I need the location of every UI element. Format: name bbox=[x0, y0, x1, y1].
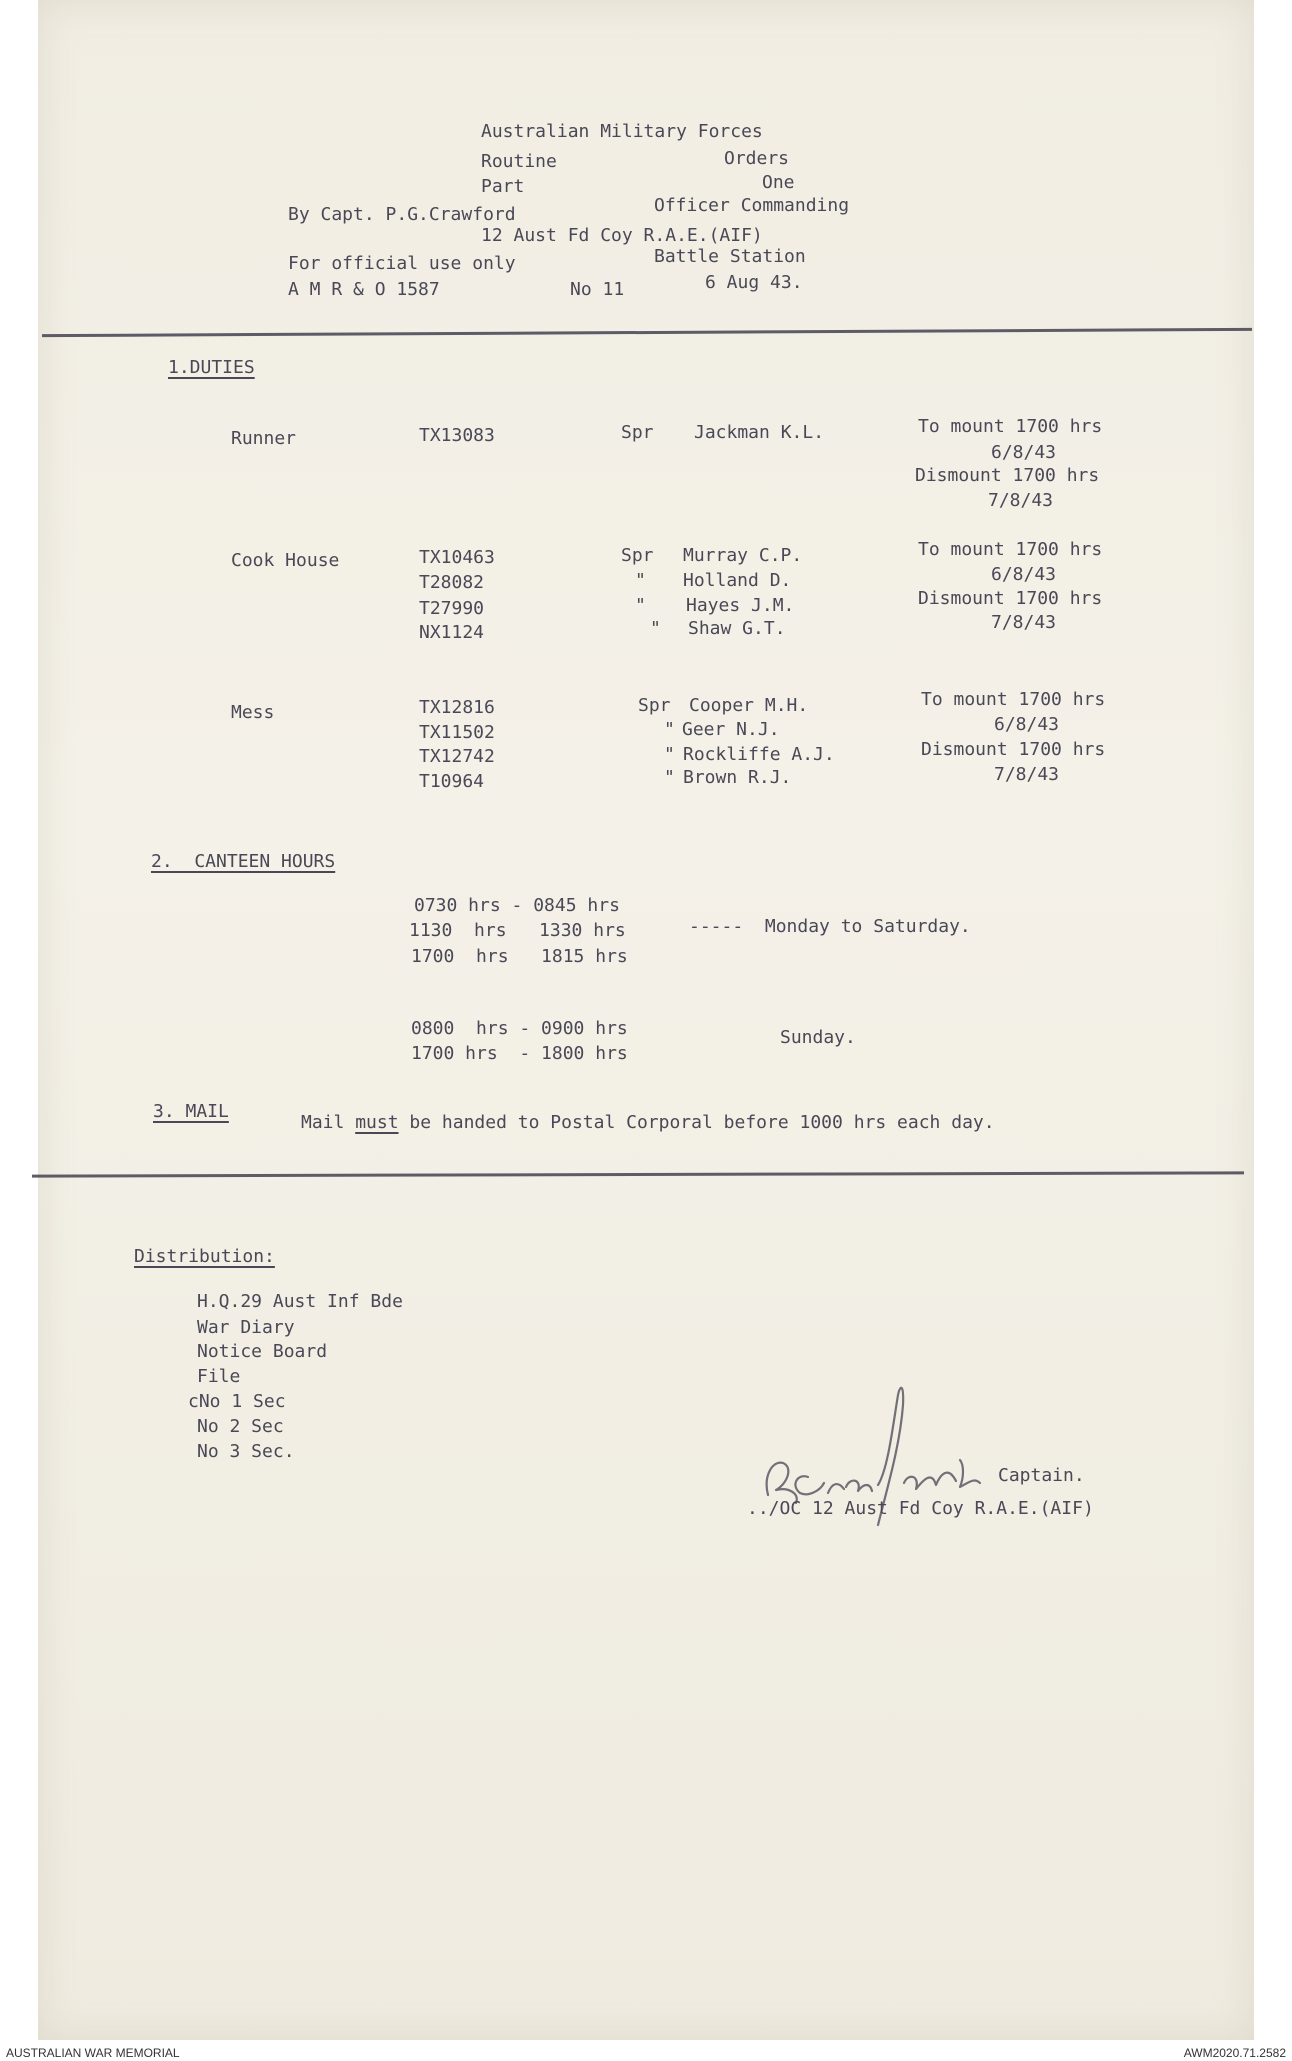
top-divider bbox=[42, 328, 1252, 337]
duty-role-cookhouse: Cook House bbox=[231, 550, 340, 571]
distribution-item: cNo 1 Sec bbox=[188, 1391, 286, 1412]
header-date: 6 Aug 43. bbox=[705, 272, 803, 293]
duty-number: T28082 bbox=[419, 572, 485, 593]
canteen-heading: 2. CANTEEN HOURS bbox=[151, 851, 336, 872]
mail-instruction bbox=[301, 1114, 995, 1132]
duty-name: Geer N.J. bbox=[682, 719, 780, 740]
duty-number: NX1124 bbox=[419, 622, 485, 643]
duty-time-dismount: Dismount 1700 hrs bbox=[921, 739, 1106, 760]
distribution-item: No 2 Sec bbox=[197, 1416, 284, 1437]
distribution-item: No 3 Sec. bbox=[197, 1441, 295, 1462]
duty-name: Rockliffe A.J. bbox=[683, 744, 835, 765]
duty-number: TX13083 bbox=[419, 425, 495, 446]
duty-time-mount-date: 6/8/43 bbox=[991, 564, 1057, 585]
distribution-heading: Distribution: bbox=[134, 1246, 275, 1267]
duty-role-mess: Mess bbox=[231, 702, 275, 723]
distribution-item: War Diary bbox=[197, 1317, 295, 1338]
duty-number: TX12742 bbox=[419, 746, 495, 767]
canteen-weekday-line: 1700 hrs 1815 hrs bbox=[411, 946, 628, 967]
header-part: Part bbox=[481, 176, 525, 197]
duty-name: Shaw G.T. bbox=[688, 618, 786, 639]
document-page bbox=[38, 0, 1254, 2040]
duty-time-dismount: Dismount 1700 hrs bbox=[915, 465, 1100, 486]
distribution-item: File bbox=[197, 1366, 241, 1387]
duty-number: T10964 bbox=[419, 771, 485, 792]
duty-number: TX10463 bbox=[419, 547, 495, 568]
duty-rank: Spr bbox=[621, 545, 654, 566]
duty-name: Brown R.J. bbox=[683, 767, 792, 788]
duty-rank: " bbox=[664, 767, 675, 788]
header-number: No 11 bbox=[570, 279, 625, 300]
signature-rank: Captain. bbox=[998, 1465, 1085, 1486]
duty-rank: " bbox=[635, 570, 646, 591]
duties-heading: 1.DUTIES bbox=[168, 357, 255, 378]
duty-time-mount: To mount 1700 hrs bbox=[918, 416, 1103, 437]
duty-time-mount: To mount 1700 hrs bbox=[918, 539, 1103, 560]
duty-time-mount: To mount 1700 hrs bbox=[921, 689, 1106, 710]
header-by-capt: By Capt. P.G.Crawford bbox=[288, 204, 516, 225]
duty-name: Hayes J.M. bbox=[686, 595, 795, 616]
header-orders: Orders bbox=[724, 148, 790, 169]
duty-time-mount-date: 6/8/43 bbox=[991, 442, 1057, 463]
bottom-divider bbox=[32, 1171, 1244, 1177]
duty-number: TX11502 bbox=[419, 722, 495, 743]
canteen-weekday-line: 1130 hrs 1330 hrs bbox=[409, 920, 626, 941]
header-official-use: For official use only bbox=[288, 253, 516, 274]
duty-time-dismount-date: 7/8/43 bbox=[988, 490, 1054, 511]
duty-name: Holland D. bbox=[683, 570, 792, 591]
canteen-sunday-line: 0800 hrs - 0900 hrs bbox=[411, 1018, 628, 1039]
duty-name: Murray C.P. bbox=[683, 545, 803, 566]
duty-time-mount-date: 6/8/43 bbox=[994, 714, 1060, 735]
duty-rank: " bbox=[664, 719, 675, 740]
duty-rank: " bbox=[650, 618, 661, 639]
header-officer-commanding: Officer Commanding bbox=[654, 195, 850, 216]
mail-text-end: be handed to Postal Corporal before 1000 hrs each day. bbox=[398, 1112, 995, 1133]
header-unit: 12 Aust Fd Coy R.A.E.(AIF) bbox=[481, 225, 763, 246]
canteen-sunday-label: Sunday. bbox=[780, 1027, 856, 1048]
duty-number: T27990 bbox=[419, 598, 485, 619]
duty-name: Jackman K.L. bbox=[694, 422, 825, 443]
mail-emphasis: must bbox=[355, 1112, 399, 1133]
signature-unit: ../OC 12 Aust Fd Coy R.A.E.(AIF) bbox=[747, 1498, 1094, 1519]
footer-left: AUSTRALIAN WAR MEMORIAL bbox=[6, 2046, 180, 2060]
distribution-item: H.Q.29 Aust Inf Bde bbox=[197, 1291, 403, 1312]
header-routine: Routine bbox=[481, 151, 557, 172]
duty-number: TX12816 bbox=[419, 697, 495, 718]
duty-name: Cooper M.H. bbox=[689, 695, 809, 716]
header-amro: A M R & O 1587 bbox=[288, 279, 440, 300]
duty-rank: Spr bbox=[621, 422, 654, 443]
duty-time-dismount-date: 7/8/43 bbox=[991, 612, 1057, 633]
duty-rank: Spr bbox=[638, 695, 671, 716]
duty-rank: " bbox=[635, 595, 646, 616]
canteen-weekday-label: ----- Monday to Saturday. bbox=[689, 916, 971, 937]
header-one: One bbox=[762, 172, 795, 193]
header-line-1: Australian Military Forces bbox=[481, 121, 763, 142]
canteen-sunday-line: 1700 hrs - 1800 hrs bbox=[411, 1043, 628, 1064]
duty-time-dismount: Dismount 1700 hrs bbox=[918, 588, 1103, 609]
distribution-item: Notice Board bbox=[197, 1341, 328, 1362]
mail-text-start: Mail bbox=[301, 1112, 356, 1133]
duty-rank: " bbox=[664, 744, 675, 765]
canteen-weekday-line: 0730 hrs - 0845 hrs bbox=[414, 895, 620, 916]
duty-role-runner: Runner bbox=[231, 428, 297, 449]
header-battle-station: Battle Station bbox=[654, 246, 806, 267]
duty-time-dismount-date: 7/8/43 bbox=[994, 764, 1060, 785]
mail-heading: 3. MAIL bbox=[153, 1101, 229, 1122]
footer-right: AWM2020.71.2582 bbox=[1183, 2046, 1286, 2060]
